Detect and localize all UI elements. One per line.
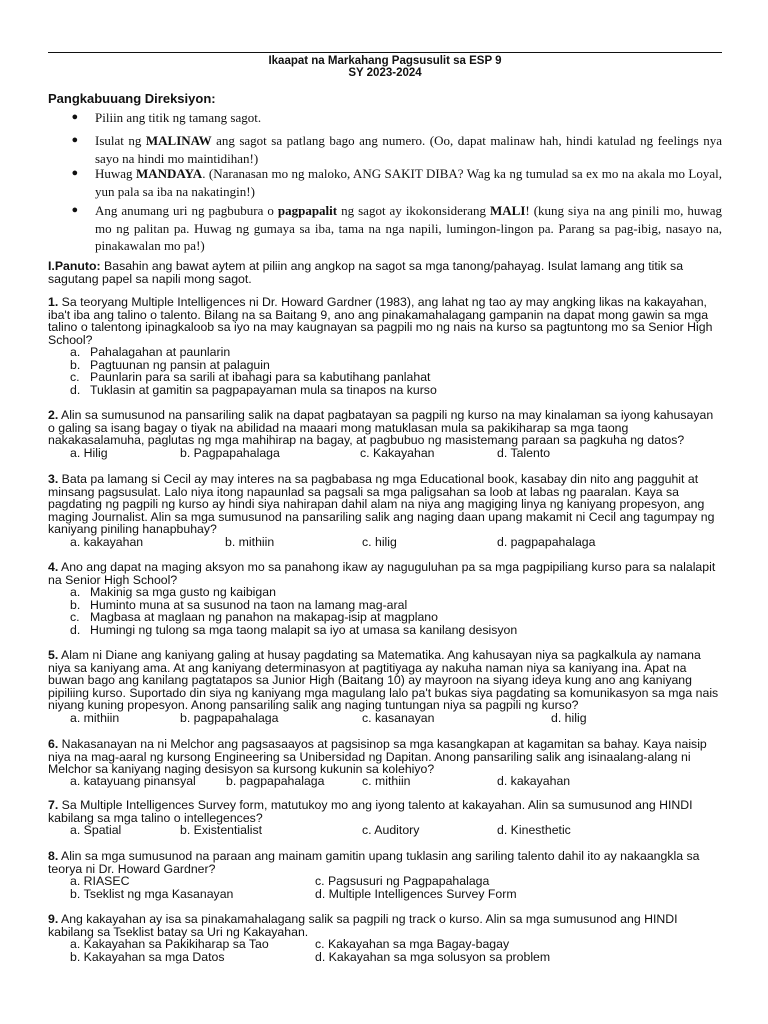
option-a[interactable]: a. katayuang pinansyal [70,774,196,788]
question-8-options [70,875,720,900]
option-a[interactable]: a. Pahalagahan at paunlarin [70,345,231,359]
option-c[interactable]: c. kasanayan [362,711,435,725]
option-c[interactable]: c. Auditory [362,823,420,837]
option-b[interactable]: b. Existentialist [180,823,263,837]
bullet-icon: ● [71,111,79,123]
option-b[interactable]: b. pagpapahalaga [180,711,279,725]
rule-4-bold: pagpapalit [277,203,338,218]
question-7-options [70,824,720,837]
option-d[interactable]: d. Tuklasin at gamitin sa pagpapayaman mula sa tinapos na kurso [70,382,437,397]
option-c[interactable]: c. Paunlarin para sa sarili at ibahagi para sa kabutihang panlahat [70,370,431,385]
option-a[interactable]: a. kakayahan [70,535,144,549]
option-a[interactable]: a. Spatial [70,823,122,837]
rule-2 [72,132,722,167]
option-a[interactable]: a. RIASEC [70,874,130,888]
question-6 [48,738,722,776]
question-text: Alam ni Diane ang kaniyang galing at husay pagdating sa Matematika. Ang kahusayan niya sa pagkalkula ay namana niya sa kaniyang ama. At ang kaniyang determinasyon at pagtitiyaga ay nakuha naman niya sa kaniyang ina. Apat na buwan bago ang kanilang pagtatapos sa Junior High (Baitang 10) ay mayroon na siyang ideya kung ano ang kaniyang pipiliing kurso. Suportado din siya ng kaniyang mga magulang lalo pa't bukas siya pagdating sa komunikasyon sa mga nais niyang kuning propesyon. Anong pansariling salik ang naging tuntungan niya sa pagpili ng kurso? [48,648,719,713]
school-year: SY 2023-2024 [348,67,422,79]
question-5 [48,649,722,712]
rule-3-post: . (Naranasan mo ng maloko, ANG SAKIT DIBA? Wag ka ng tumulad sa ex mo na akala mo Loyal, yun pala sa iba na nakatingin!) [95,166,722,199]
question-6-options [70,775,720,788]
rule-1 [72,109,722,127]
rule-4-pre: Ang anumang uri ng pagbubura o [95,203,278,218]
question-4 [48,561,722,586]
question-text: Bata pa lamang si Cecil ay may interes na sa pagbabasa ng mga Educational book, kasabay din nito ang pagguhit at minsang pagsusulat. Lalo niya itong napaunlad sa pagsali sa mga paligsahan sa loob at labas ng paaralan. Kaya sa pagdating ng pagpili ng kurso ay hindi siya nahirapan dahil alam na niya ang magiging linya ng kaniyang propesyon, ang maging Journalist. Alin sa mga sumusunod na pansariling salik ang naging daan upang makamit ni Cecil ang tagumpay ng kaniyang piniling hanapbuhay? [48,472,715,537]
option-a[interactable]: a. Makinig sa mga gusto ng kaibigan [70,585,276,599]
option-a[interactable]: a. Hilig [70,446,108,460]
question-text: Alin sa mga sumusunod na paraan ang mainam gamitin upang tuklasin ang sariling talento dahil ito ay nakaangkla sa teorya ni Dr. Howard Gardner? [48,849,700,876]
question-9 [48,913,722,938]
header-rule [48,52,722,53]
rule-2-bold: MALINAW [145,133,212,148]
option-a[interactable]: a. Kakayahan sa Pakikiharap sa Tao [70,937,269,951]
question-number: 4. [48,560,59,574]
option-b[interactable]: b. Kakayahan sa mga Datos [70,949,225,964]
question-1-options [70,346,720,396]
question-text: Alin sa sumusunod na pansariling salik na dapat pagbatayan sa pagpili ng kurso na may kinalaman sa iyong kahusayan o galing sa isang bagay o tiyak na abilidad na maaari mong matuklasan mula sa pakikiharap sa mga taong nakakasalamuha, paglutas ng mga mahihirap na bagay, at pagbubuo ng masistemang paraan sa pagkuha ng datos? [48,408,714,448]
question-number: 5. [48,648,59,662]
question-3-options [70,536,720,549]
option-b[interactable]: b. Tseklist ng mga Kasanayan [70,886,234,901]
option-d[interactable]: d. Kinesthetic [497,823,571,837]
bullet-icon: ● [71,204,79,216]
question-8 [48,850,722,875]
section-instructions [48,260,722,285]
option-c[interactable]: c. Kakayahan [360,446,435,460]
option-c[interactable]: c. Kakayahan sa mga Bagay-bagay [315,937,510,951]
option-b[interactable]: b. Pagpapahalaga [180,446,280,460]
rule-3 [72,165,722,200]
question-number: 9. [48,912,59,926]
option-b[interactable]: b. Pagtuunan ng pansin at palaguin [70,357,270,372]
option-c[interactable]: c. Pagsusuri ng Pagpapahalaga [315,874,490,888]
option-b[interactable]: b. Huminto muna at sa susunod na taon na lamang mag-aral [70,597,408,612]
bullet-icon: ● [71,134,79,146]
question-text: Nakasanayan na ni Melchor ang pagsasaayos at pagsisinop sa mga kasangkapan at kagamitan sa bahay. Kaya naisip niya na mag-aaral ng kursong Engineering sa Unibersidad ng Dapitan. Anong pansariling salik ang isinaalang-alang ni Melchor sa kaniyang naging desisyon sa kursong kukunin sa kolehiyo? [48,737,707,777]
option-d[interactable]: d. Humingi ng tulong sa mga taong malapit sa iyo at umasa sa kanilang desisyon [70,622,518,637]
question-3 [48,473,722,536]
rule-4-post: ng sagot ay ikokonsiderang [337,203,490,218]
option-c[interactable]: c. mithiin [362,774,411,788]
option-d[interactable]: d. Kakayahan sa mga solusyon sa problem [315,949,551,964]
section-text: Basahin ang bawat aytem at piliin ang angkop na sagot sa mga tanong/pahayag. Isulat lamang ang titik sa sagutang papel sa napili mong sagot. [48,259,684,286]
section-label: I.Panuto: [48,259,101,273]
rule-4-post2: ! (kung siya na ang pinili mo, huwag mo ng palitan pa. Huwag ng gumaya sa iba, tama na nga napili, lumingon-lingon pa. Parang sa pag-ibig, nasayo na, pinakawalan mo pa!) [95,203,722,253]
option-c[interactable]: c. hilig [362,535,397,549]
option-c[interactable]: c. Magbasa at maglaan ng panahon na makapag-isip at magplano [70,610,438,625]
question-1 [48,296,722,346]
question-number: 2. [48,408,59,422]
question-text: Sa Multiple Intelligences Survey form, matutukoy mo ang iyong talento at kakayahan. Alin sa sumusunod ang HINDI kabilang sa mga talino o intellegences? [48,798,693,825]
question-9-options [70,938,720,963]
option-d[interactable]: d. kakayahan [497,774,571,788]
rule-1-text: Piliin ang titik ng tamang sagot. [95,110,262,125]
question-number: 3. [48,472,59,486]
directions-heading: Pangkabuuang Direksiyon: [48,91,216,106]
question-4-options [70,586,720,636]
question-text: Sa teoryang Multiple Intelligences ni Dr. Howard Gardner (1983), ang lahat ng tao ay may angking likas na kakayahan, iba't iba ang talino o talento. Bilang na sa Baitang 9, ano ang pinakamahalagang gampanin na dapat mong gawin sa mga talino o talentong ipinagkaloob sa iyo na may kaugnayan sa pagpili mo ng nais na kurso sa pagtuntong mo sa Senior High School? [48,295,713,347]
rule-3-bold: MANDAYA [135,166,203,181]
question-2-options [70,447,720,460]
question-2 [48,409,722,447]
question-number: 1. [48,295,59,309]
exam-title: Ikaapat na Markahang Pagsusulit sa ESP 9 [268,55,502,67]
option-b[interactable]: b. mithiin [225,535,275,549]
question-5-options [70,712,720,725]
question-text: Ano ang dapat na maging aksyon mo sa panahong ikaw ay naguguluhan pa sa mga pagpipiliang kurso para sa nalalapit na Senior High School? [48,560,716,587]
option-a[interactable]: a. mithiin [70,711,120,725]
question-number: 6. [48,737,59,751]
rule-4-bold2: MALI [489,203,526,218]
question-number: 8. [48,849,59,863]
option-d[interactable]: d. Talento [497,446,551,460]
question-text: Ang kakayahan ay isa sa pinakamahalagang salik sa pagpili ng track o kurso. Alin sa mga sumusunod ang HINDI kabilang sa Tseklist batay sa Uri ng Kakayahan. [48,912,678,939]
rule-2-post: ang sagot sa patlang bago ang numero. (Oo, dapat malinaw hah, hindi katulad ng feelings nya sayo na hindi mo maintidihan!) [95,133,722,166]
question-number: 7. [48,798,59,812]
option-d[interactable]: d. hilig [551,711,587,725]
rule-2-pre: Isulat ng [95,133,146,148]
option-d[interactable]: d. Multiple Intelligences Survey Form [315,886,517,901]
rule-3-pre: Huwag [95,166,136,181]
option-d[interactable]: d. pagpapahalaga [497,535,596,549]
option-b[interactable]: b. pagpapahalaga [226,774,325,788]
bullet-icon: ● [71,167,79,179]
rule-4 [72,202,722,255]
question-7 [48,799,722,824]
